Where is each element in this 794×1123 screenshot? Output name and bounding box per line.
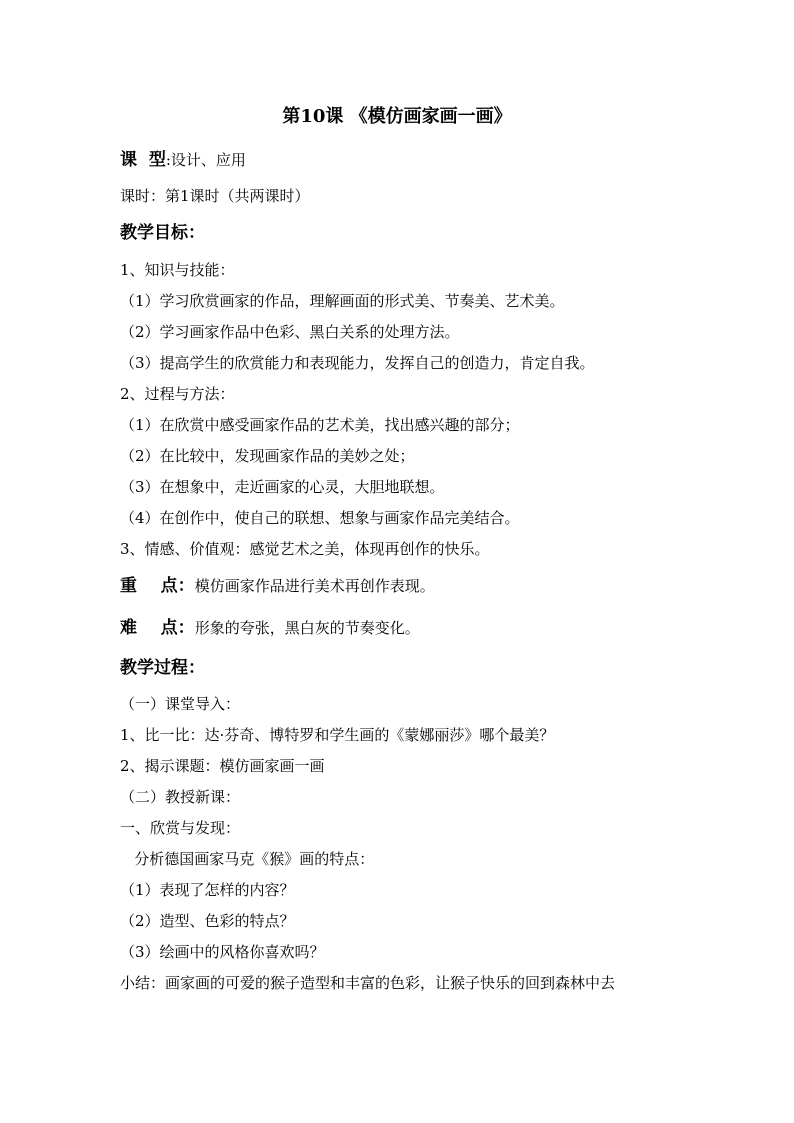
course-type-label: 课 型 (120, 150, 166, 170)
goal1-item-1: （1）学习欣赏画家的作品，理解画面的形式美、节奏美、艺术美。 (120, 292, 565, 310)
goal1-heading: 1、知识与技能： (120, 261, 235, 279)
process-line: （3）绘画中的风格你喜欢吗？ (120, 943, 325, 961)
key-point-value: 模仿画家作品进行美术再创作表现。 (194, 577, 435, 595)
difficulty-line (120, 618, 420, 638)
goal1-item-2: （2）学习画家作品中色彩、黑白关系的处理方法。 (120, 323, 460, 341)
process-line: （1）表现了怎样的内容？ (120, 881, 295, 899)
process-summary: 小结：画家画的可爱的猴子造型和丰富的色彩，让猴子快乐的回到森林中去 (120, 974, 616, 992)
course-type-value: :设计、应用 (165, 151, 246, 169)
goals-heading: 教学目标： (120, 223, 205, 243)
process-line: 分析德国画家马克《猴》画的特点： (120, 850, 375, 868)
goal2-item-2: （2）在比较中，发现画家作品的美妙之处； (120, 447, 415, 465)
goal3: 3、情感、价值观：感觉艺术之美，体现再创作的快乐。 (120, 540, 490, 558)
process-line: （一）课堂导入： (120, 695, 241, 713)
process-line: 2、揭示课题：模仿画家画一画 (120, 757, 325, 775)
lesson-title: 第10课 《模仿画家画一画》 (282, 106, 512, 127)
process-line: 一、欣赏与发现： (120, 819, 241, 837)
difficulty-value: 形象的夸张，黑白灰的节奏变化。 (194, 619, 420, 637)
goal1-item-3: （3）提高学生的欣赏能力和表现能力，发挥自己的创造力，肯定自我。 (120, 354, 595, 372)
goal2-item-4: （4）在创作中，使自己的联想、想象与画家作品完美结合。 (120, 509, 520, 527)
key-point-line (120, 576, 435, 596)
course-type-line (120, 150, 246, 170)
goal2-item-1: （1）在欣赏中感受画家作品的艺术美，找出感兴趣的部分； (120, 416, 520, 434)
process-line: （2）造型、色彩的特点？ (120, 912, 295, 930)
process-line: 1、比一比：达·芬奇、博特罗和学生画的《蒙娜丽莎》哪个最美？ (120, 726, 555, 744)
key-point-label: 重 点： (120, 576, 195, 596)
class-hours: 课时：第1课时（共两课时） (120, 187, 310, 205)
goal2-heading: 2、过程与方法： (120, 385, 235, 403)
process-line: （二）教授新课： (120, 788, 241, 806)
process-heading: 教学过程： (120, 658, 205, 678)
difficulty-label: 难 点： (120, 618, 195, 638)
goal2-item-3: （3）在想象中，走近画家的心灵，大胆地联想。 (120, 478, 445, 496)
